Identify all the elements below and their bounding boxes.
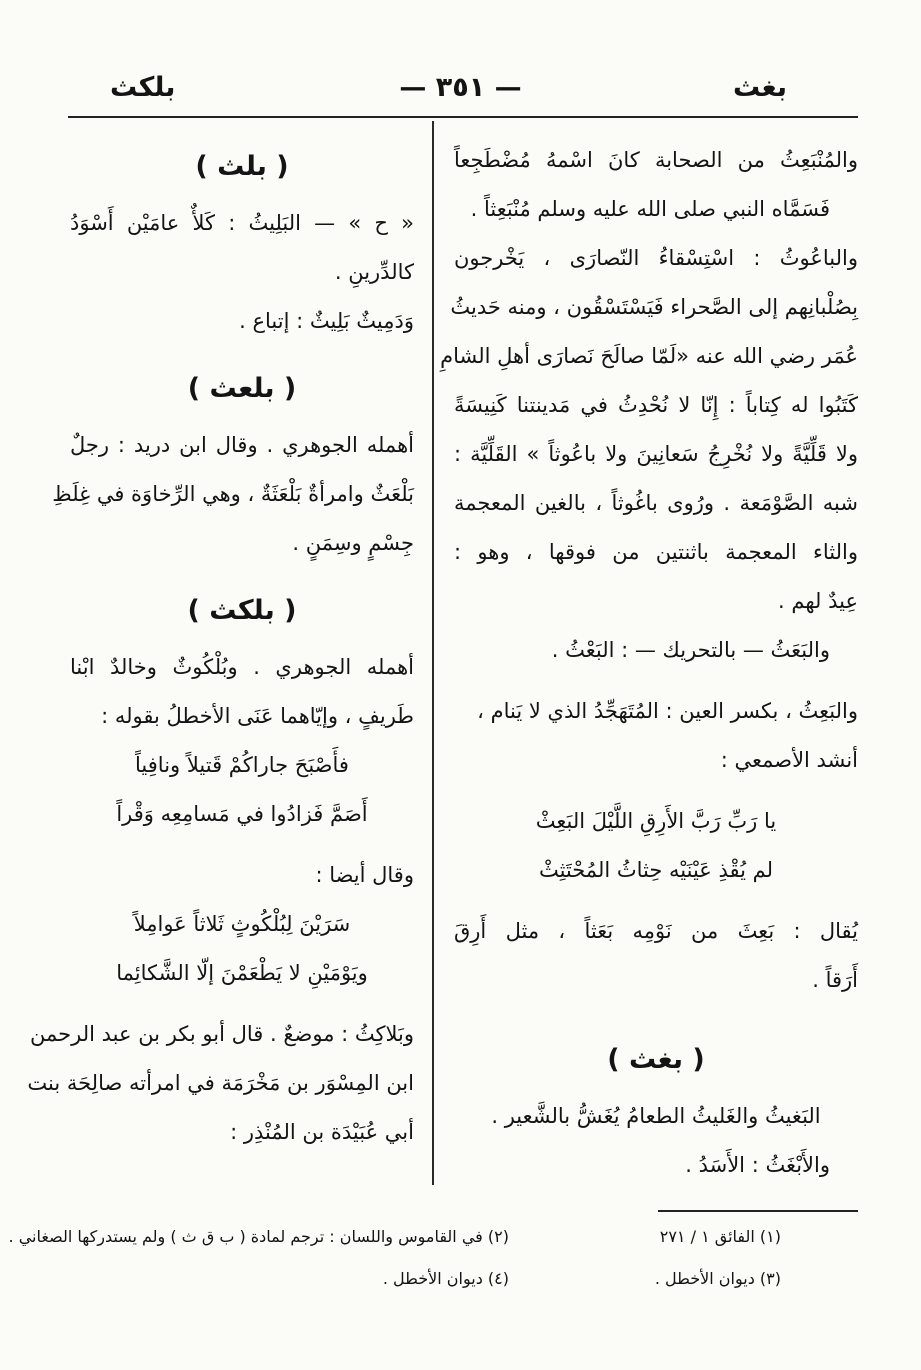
- header-rule: [68, 116, 858, 118]
- footnote-1: (١) الفائق ١ / ٢٧١: [659, 1227, 781, 1246]
- entry-heading-blth: ( بلث ): [195, 151, 289, 182]
- text-line: ابن المِسْوَر بن مَخْرَمَة في امرأته صالِحَة بنت: [27, 1071, 414, 1095]
- header-root-word: بغث: [733, 72, 787, 103]
- text-line: وقال أيضا :: [315, 863, 414, 887]
- text-line: أهمله الجوهري . وقال ابن دريد : رجلٌ: [70, 433, 414, 457]
- entry-heading-blkth: ( بلكث ): [187, 595, 297, 626]
- text-line: ولا قَلِّيَّةً ولا نُخْرِجُ سَعانِينَ ولا باعُوثاً » القَلِّيَّة :: [454, 442, 858, 466]
- text-line: جِسْمٍ وسِمَنٍ .: [292, 531, 414, 555]
- text-line: البَغيثُ والغَليثُ الطعامُ يُغَشُّ بالشَّعير .: [491, 1104, 821, 1128]
- text-line: أهمله الجوهري . وبُلْكُوثٌ وخالدٌ ابْنا: [70, 655, 414, 679]
- footnote-3: (٣) ديوان الأخطل .: [654, 1269, 781, 1288]
- page-number: — ٣٥١ —: [399, 72, 522, 103]
- header-last-root-word: بلكث: [110, 72, 176, 103]
- text-line: شبه الصَّوْمَعة . ورُوى باغُوثاً ، بالغين المعجمة: [454, 491, 858, 515]
- text-line: والمُنْبَعِثُ من الصحابة كانَ اسْمهُ مُضْطَجِعاً: [454, 148, 858, 172]
- left-column: [27, 136, 414, 1157]
- text-line: والبَعَثُ — بالتحريك — : البَعْثُ .: [551, 638, 830, 662]
- text-line: عِيدٌ لهم .: [778, 589, 858, 613]
- text-line: كالدِّرينِ .: [334, 260, 414, 284]
- text-line: وبَلاكِثُ : موضعٌ . قال أبو بكر بن عبد الرحمن: [30, 1022, 414, 1046]
- text-line: أنشد الأصمعي :: [720, 748, 858, 772]
- footnote-rule: [658, 1210, 858, 1212]
- right-column: [440, 136, 858, 1190]
- text-line: طَريفٍ ، وإيّاهما عَنَى الأخطلُ بقوله :: [101, 704, 414, 728]
- verse-line: فأَصْبَحَ جاراكُمْ قَتيلاً ونافِياً: [135, 753, 349, 777]
- text-line: « ح » — البَلِيثُ : كَلأٌ عامَيْن أَسْوَدُ: [70, 211, 414, 235]
- verse-line: يا رَبِّ رَبَّ الأَرِقِ اللَّيْلَ البَعِثْ: [535, 809, 777, 833]
- column-divider: [432, 121, 434, 1185]
- text-line: والباعُوثُ : اسْتِسْقاءُ النّصارَى ، يَخْرجون: [454, 246, 858, 270]
- text-line: والثاء المعجمة باثنتين من فوقها ، وهو :: [454, 540, 858, 564]
- text-line: كَتَبُوا له كِتاباً : إِنّا لا نُحْدِثُ في مَدينتنا كَنِيسَةً: [454, 393, 858, 417]
- text-line: أَرَقاً .: [812, 968, 858, 992]
- footnote-2: (٢) في القاموس واللسان : ترجم لمادة ( ب ق ث ) ولم يستدركها الصغاني .: [8, 1227, 509, 1246]
- entry-heading-blath: ( بلعث ): [187, 373, 297, 404]
- text-line: وَدَمِيثٌ بَلِيثٌ : إتباع .: [239, 309, 414, 333]
- text-line: يُقال : بَعِثَ من نَوْمِه بَعَثاً ، مثل أَرِقَ: [454, 919, 858, 943]
- footnote-4: (٤) ديوان الأخطل .: [382, 1269, 509, 1288]
- text-line: عُمَر رضي الله عنه «لَمّا صالَحَ نَصارَى أهلِ الشامِ: [440, 344, 858, 368]
- text-line: أبي عُبَيْدَة بن المُنْذِر :: [230, 1120, 414, 1144]
- text-line: بِصُلْبانِهم إلى الصَّحراء فَيَسْتَسْقُون ، ومنه حَديثُ: [450, 295, 858, 319]
- verse-line: أَصَمَّ فَزادُوا في مَسامِعِه وَقْراً: [116, 802, 368, 826]
- text-line: فَسَمَّاه النبي صلى الله عليه وسلم مُنْبَعِثاً .: [470, 197, 830, 221]
- entry-heading-bghth: ( بغث ): [607, 1044, 705, 1075]
- text-line: والبَعِثُ ، بكسر العين : المُتَهَجِّدُ الذي لا يَنام ،: [477, 699, 858, 723]
- text-line: والأَبْغَثُ : الأَسَدُ .: [685, 1153, 830, 1177]
- verse-line: ويَوْمَيْنِ لا يَطْعَمْنَ إلّا الشَّكائِما: [116, 961, 368, 985]
- verse-line: لم يُقْذِ عَيْنَيْه حِثاثُ المُحْتَثِثْ: [538, 858, 774, 882]
- text-line: بَلْعَثٌ وامرأةٌ بَلْعَثَةٌ ، وهي الرِّخاوَة في غِلَظِ: [52, 482, 414, 506]
- verse-line: سَرَيْنَ لِبُلْكُوثٍ ثَلاثاً عَوامِلاً: [133, 912, 351, 936]
